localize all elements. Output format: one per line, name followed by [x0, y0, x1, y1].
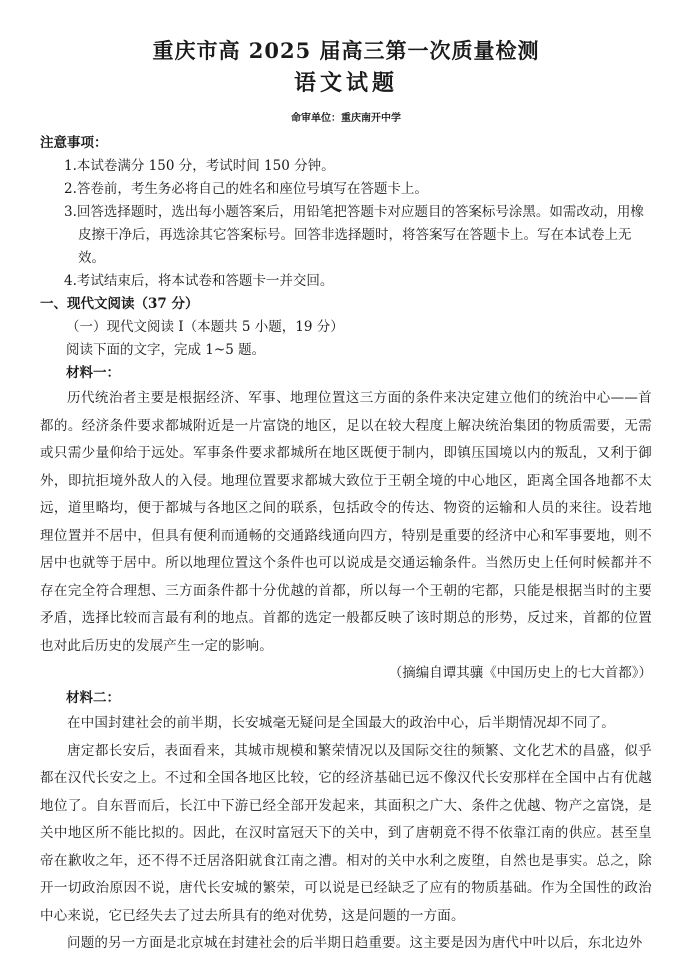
subject-title: 语文试题 [293, 70, 398, 96]
notice-item: 1.本试卷满分 150 分，考试时间 150 分钟。 [64, 158, 335, 174]
reading-instruction: 阅读下面的文字，完成 1~5 题。 [66, 342, 266, 358]
notice-item: 3.回答选择题时，选出每小题答案后，用铅笔把答题卡对应题目的答案标号涂黑。如需改动，用橡皮擦干净后，再选涂其它答案标号。回答非选择题时，将答案写在答题卡上。写在本试卷上无效。 [64, 204, 644, 266]
material-two-label: 材料二： [66, 690, 120, 706]
exam-title: 重庆市高 2025 届高三第一次质量检测 [152, 38, 540, 63]
material-two-paragraph: 在中国封建社会的前半期，长安城毫无疑问是全国最大的政治中心，后半期情况却不同了。 [67, 715, 615, 731]
material-one-source: （摘编自谭其骧《中国历史上的七大首都》） [388, 665, 652, 681]
notice-item: 2.答卷前，考生务必将自己的姓名和座位号填写在答题卡上。 [64, 181, 428, 197]
notice-list [40, 155, 652, 293]
notice-heading: 注意事项： [40, 135, 108, 151]
subsection-heading: （一）现代文阅读 I（本题共 5 小题，19 分） [66, 319, 344, 335]
material-two-paragraph: 问题的另一方面是北京城在封建社会的后半期日趋重要。这主要是因为唐代中叶以后，东北边外 [67, 935, 643, 951]
material-two-paragraph: 唐定都长安后，表面看来，其城市规模和繁荣情况以及国际交往的频繁、文化艺术的昌盛，似乎都在汉代长安之上。不过和全国各地区比较，它的经济基础已远不像汉代长安那样在全国中占有优越地位了。自东晋而后，长江中下游已经全部开发起来，其面积之广大、条件之优越、物产之富饶，是关中地区所不能比拟的。因此，在汉时富冠天下的关中，到了唐朝竟不得不依靠江南的供应。甚至皇帝在歉收之年，还不得不迁居洛阳就食江南之漕。相对的关中水利之废堕，自然也是事实。总之，除开一切政治原因不说，唐代长安城的繁荣，可以说是已经缺乏了应有的物质基础。作为全国性的政治中心来说，它已经失去了过去所具有的绝对优势，这是问题的一方面。 [40, 742, 652, 924]
material-one-label: 材料一： [66, 365, 120, 381]
material-one-paragraph: 历代统治者主要是根据经济、军事、地理位置这三方面的条件来决定建立他们的统治中心——首都的。经济条件要求都城附近是一片富饶的地区，足以在较大程度上解决统治集团的物质需要，无需或只需少量仰给于远处。军事条件要求都城所在地区既便于制内，即镇压国境以内的叛乱，又利于御外，即抗拒境外敌人的入侵。地理位置要求都城大致位于王朝全境的中心地区，距离全国各地都不太远，道里略均，便于都城与各地区之间的联系，包括政令的传达、物资的运输和人员的来往。设若地理位置并不居中，但具有便利而通畅的交通路线通向四方，特别是重要的经济中心和军事要地，则不居中也就等于居中。所以地理位置这个条件也可以说成是交通运输条件。当然历史上任何时候都并不存在完全符合理想、三方面条件都十分优越的首都，所以每一个王朝的宅都，只能是根据当时的主要矛盾，选择比较而言最有利的地点。首都的选定一般都反映了该时期总的形势，反过来，首都的位置也对此后历史的发展产生一定的影响。 [40, 390, 652, 654]
section-heading: 一、现代文阅读（37 分） [40, 296, 199, 312]
notice-item: 4.考试结束后，将本试卷和答题卡一并交回。 [64, 273, 334, 289]
setter-line: 命审单位：重庆南开中学 [291, 113, 401, 124]
